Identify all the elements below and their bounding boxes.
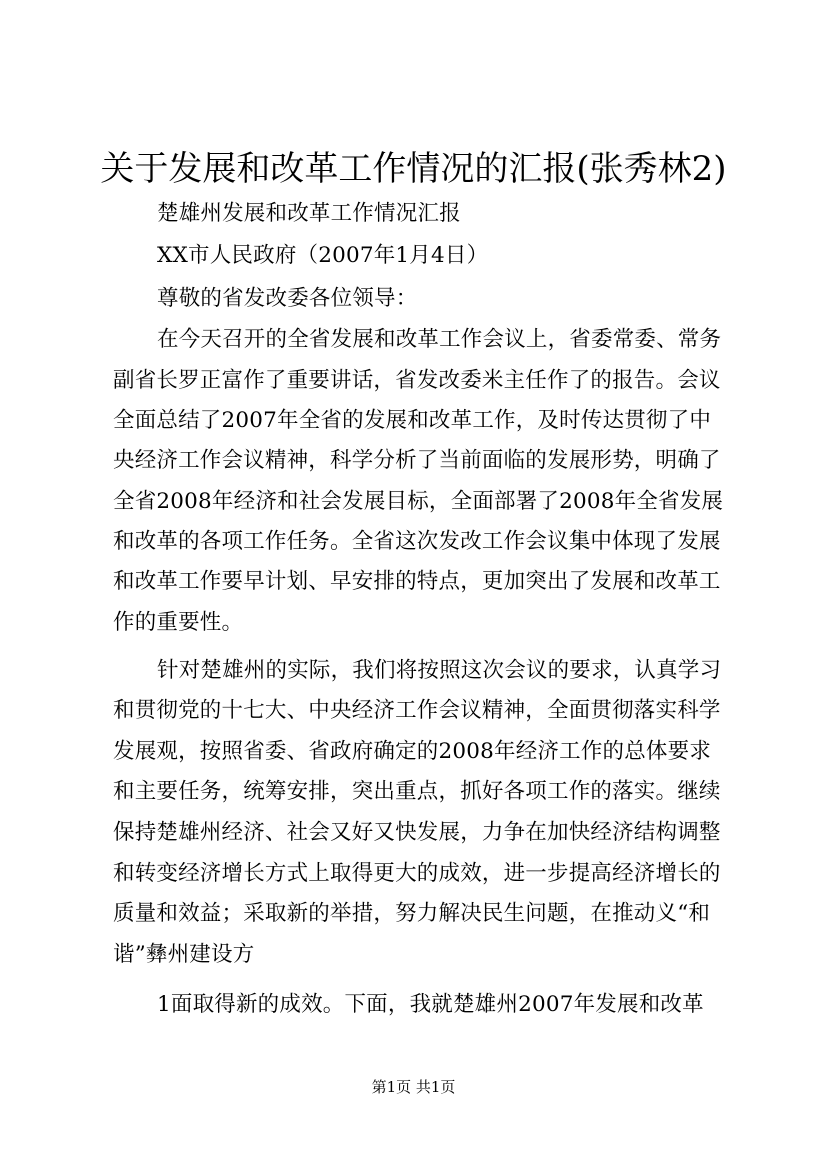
paragraph-line: 全省2008年经济和社会发展目标，全面部署了2008年全省发展 [113,489,724,514]
salutation: 尊敬的省发改委各位领导： [157,286,418,311]
page-footer: 第1页 共1页 [371,1078,456,1096]
paragraph-line: 和主要任务，统筹安排，突出重点，抓好各项工作的落实。继续 [113,779,721,804]
issuer-line: XX市人民政府（2007年1月4日） [157,243,489,268]
document-title: 关于发展和改革工作情况的汇报(张秀林2) [100,149,727,189]
paragraph-line: 全面总结了2007年全省的发展和改革工作，及时传达贯彻了中 [113,408,712,433]
paragraph-line: 1面取得新的成效。下面，我就楚雄州2007年发展和改革 [157,992,704,1017]
document-subtitle: 楚雄州发展和改革工作情况汇报 [157,201,461,226]
paragraph-line: 发展观，按照省委、省政府确定的2008年经济工作的总体要求 [113,739,712,764]
paragraph-line: 央经济工作会议精神，科学分析了当前面临的发展形势，明确了 [113,448,721,473]
paragraph-line: 谐”彝州建设方 [113,942,255,967]
paragraph-line: 和转变经济增长方式上取得更大的成效，进一步提高经济增长的 [113,861,721,886]
paragraph-line: 和改革的各项工作任务。全省这次发改工作会议集中体现了发展 [113,529,721,554]
paragraph-line: 质量和效益；采取新的举措，努力解决民生问题，在推动义“和 [113,901,711,926]
paragraph-line: 和贯彻党的十七大、中央经济工作会议精神，全面贯彻落实科学 [113,698,721,723]
paragraph-line: 作的重要性。 [113,610,244,635]
paragraph-line: 和改革工作要早计划、早安排的特点，更加突出了发展和改革工 [113,569,721,594]
paragraph-line: 在今天召开的全省发展和改革工作会议上，省委常委、常务 [157,327,722,352]
paragraph-line: 副省长罗正富作了重要讲话，省发改委米主任作了的报告。会议 [113,368,721,393]
paragraph-line: 保持楚雄州经济、社会又好又快发展，力争在加快经济结构调整 [113,820,721,845]
paragraph-line: 针对楚雄州的实际，我们将按照这次会议的要求，认真学习 [157,658,722,683]
